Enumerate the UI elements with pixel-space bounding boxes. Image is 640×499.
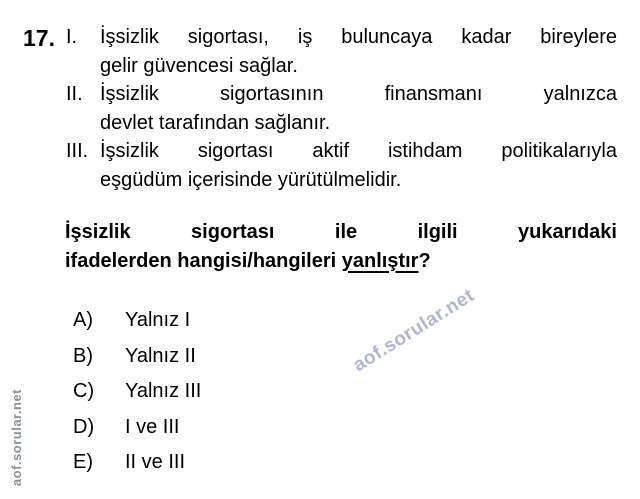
option-letter: D) [73,415,95,438]
option-text: I ve III [125,415,180,438]
option-letter: E) [73,451,93,473]
option-text: Yalnız I [125,309,191,331]
statement-line [100,52,617,81]
statement-text: gelir güvencesi sağlar. [100,54,298,77]
statement-line [66,23,617,52]
option-row-a [73,303,201,339]
stem-line [65,218,617,247]
statement-text: İşsizlik sigortası, iş buluncaya kadar bireylere [100,26,617,48]
option-row-b [73,339,201,375]
option-letter: C) [73,380,95,402]
statement-line [66,80,617,109]
statement-text: İşsizlik sigortasının finansmanı yalnızca [100,83,617,105]
statement-numeral: I. [66,26,78,48]
option-letter: A) [73,309,93,331]
statement-line [100,166,617,195]
options-list [73,303,201,481]
stem-text: İşsizlik sigortası ile ilgili yukarıdaki [65,221,617,243]
watermark-left-vertical: aof.sorular.net [9,389,24,487]
watermark-diagonal: aof.sorular.net [349,284,479,377]
statement-text: eşgüdüm içerisinde yürütülmelidir. [100,168,402,191]
option-row-c [73,374,201,410]
statement-text: devlet tarafından sağlanır. [100,111,331,134]
question-number: 17. [23,25,55,51]
option-row-d [73,410,201,446]
question-stem [65,218,617,275]
option-text: II ve III [125,451,186,473]
statements-list [66,23,617,194]
option-text: Yalnız III [125,380,202,402]
stem-text: ? [418,249,431,272]
underlined-keyword: yanlıştır [341,249,419,272]
statement-text: İşsizlik sigortası aktif istihdam politikalarıyla [100,140,617,162]
statement-numeral: III. [66,140,89,162]
option-row-e [73,445,201,481]
stem-text: ifadelerden hangisi/hangileri [65,249,342,272]
option-text: Yalnız II [125,344,196,367]
statement-line [66,137,617,166]
statement-line [100,109,617,138]
statement-item [66,80,617,137]
statement-item [66,23,617,80]
statement-item [66,137,617,194]
statement-numeral: II. [66,83,83,105]
stem-line [65,247,617,276]
option-letter: B) [73,344,93,367]
